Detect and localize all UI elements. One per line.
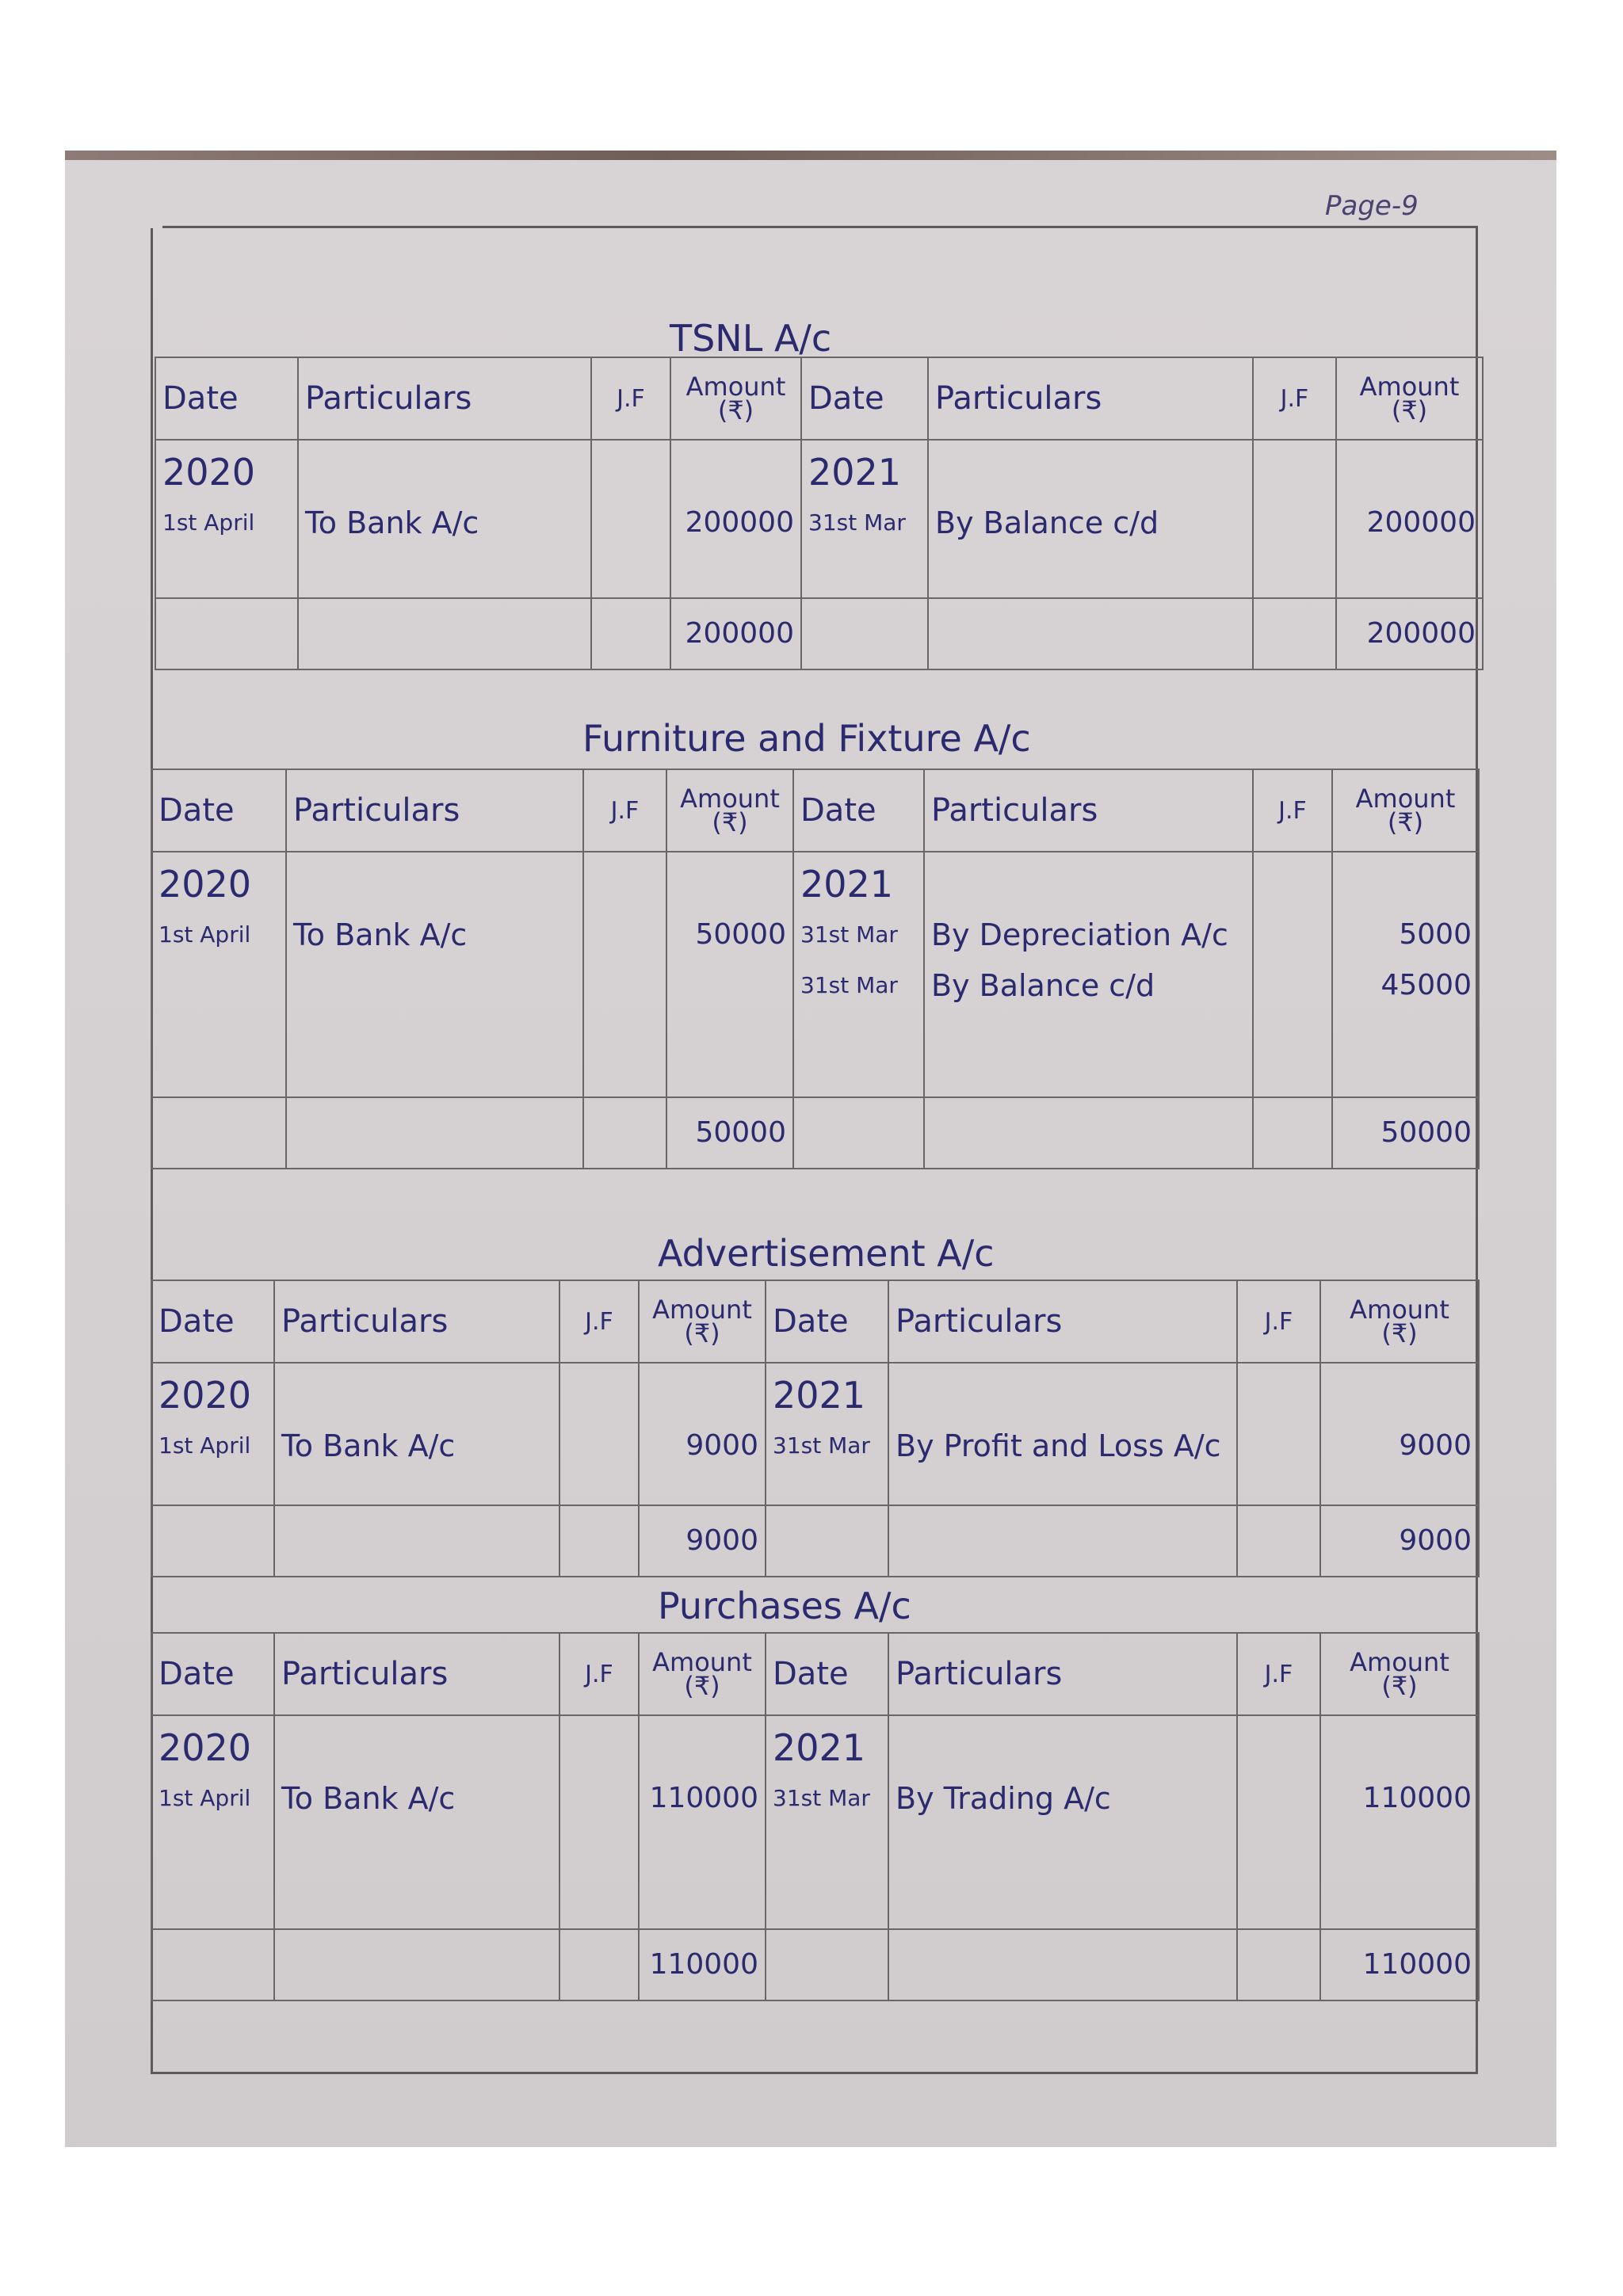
debit-total-blank (155, 598, 298, 669)
amount-unit: (₹) (1387, 807, 1424, 837)
total-row (151, 1929, 1479, 2000)
ledger-header (151, 769, 1479, 852)
debit-date-cell (151, 852, 286, 1097)
particulars-header: Particulars (298, 357, 591, 440)
particulars-header: Particulars (924, 769, 1253, 852)
debit-year: 2020 (158, 1374, 252, 1417)
credit-date-cell (801, 440, 928, 598)
debit-entry-amount: 200000 (685, 506, 794, 539)
ledger-body (151, 1363, 1479, 1577)
debit-date-cell (151, 1715, 274, 1929)
amount-unit: (₹) (684, 1671, 720, 1701)
credit-entry-date: 31st Mar (773, 1785, 870, 1811)
jf-header: J.F (591, 357, 670, 440)
year-spacer (935, 447, 1246, 498)
credit-particulars-cell (928, 440, 1253, 598)
amount-label: Amount (652, 1295, 752, 1325)
year-spacer (293, 859, 576, 910)
credit-total-blank (888, 1505, 1237, 1577)
debit-entry-date: 1st April (158, 921, 251, 948)
ledger-body (151, 1715, 1479, 2000)
ledger-title: Purchases A/c (658, 1585, 911, 1627)
debit-total-blank (286, 1097, 583, 1169)
total-row (151, 1505, 1479, 1577)
credit-total-blank (1253, 1097, 1332, 1169)
year-spacer (896, 1370, 1230, 1421)
year-spacer (1327, 1722, 1472, 1773)
year-spacer (281, 1722, 552, 1773)
debit-particulars-cell (286, 852, 583, 1097)
date-header: Date (155, 357, 298, 440)
credit-entry-particulars: By Profit and Loss A/c (896, 1428, 1221, 1463)
debit-entry-particulars: To Bank A/c (293, 917, 468, 952)
amount-unit: (₹) (684, 1318, 720, 1348)
amount-label: Amount (1350, 1295, 1449, 1325)
ledger-table (151, 1632, 1480, 2001)
credit-entry-date: 31st Mar (800, 921, 898, 948)
credit-entry-particulars: By Trading A/c (896, 1781, 1111, 1816)
page-top-border (162, 226, 1478, 228)
credit-year: 2021 (808, 451, 902, 494)
amount-header (639, 1280, 766, 1363)
ledger-header (151, 1280, 1479, 1363)
credit-jf-cell (1253, 852, 1332, 1097)
particulars-header: Particulars (888, 1633, 1237, 1715)
year-spacer (896, 1722, 1230, 1773)
credit-amount-cell (1336, 440, 1483, 598)
credit-jf-cell (1237, 1715, 1320, 1929)
debit-entry-amount: 110000 (649, 1782, 758, 1814)
jf-header: J.F (1237, 1633, 1320, 1715)
year-spacer (678, 447, 794, 498)
page-bottom-border (151, 2072, 1478, 2074)
credit-date-cell (766, 1715, 888, 1929)
credit-total-amount: 200000 (1336, 598, 1483, 669)
ledger-body (155, 440, 1483, 669)
credit-entry-amount: 45000 (1381, 969, 1472, 1001)
debit-year: 2020 (158, 1726, 252, 1769)
year-spacer (281, 1370, 552, 1421)
total-row (151, 1097, 1479, 1169)
amount-label: Amount (1355, 784, 1456, 814)
credit-total-blank (888, 1929, 1237, 2000)
debit-total-blank (591, 598, 670, 669)
year-spacer (646, 1722, 758, 1773)
credit-total-blank (793, 1097, 924, 1169)
credit-year: 2021 (773, 1726, 866, 1769)
year-spacer (305, 447, 584, 498)
jf-header: J.F (559, 1280, 639, 1363)
photo-top-edge (65, 151, 1556, 160)
date-header: Date (801, 357, 928, 440)
credit-year: 2021 (773, 1374, 866, 1417)
debit-entry-particulars: To Bank A/c (305, 505, 479, 540)
debit-total-blank (274, 1505, 559, 1577)
entry-row (151, 852, 1479, 1097)
credit-jf-cell (1237, 1363, 1320, 1505)
credit-total-blank (766, 1505, 888, 1577)
header-row (155, 357, 1483, 440)
amount-header (670, 357, 801, 440)
year-spacer (931, 859, 1246, 910)
credit-total-blank (1237, 1929, 1320, 2000)
year-spacer (646, 1370, 758, 1421)
credit-particulars-cell (888, 1363, 1237, 1505)
credit-entry-amount: 9000 (1399, 1429, 1472, 1462)
date-header: Date (766, 1633, 888, 1715)
ledger-table (155, 357, 1484, 670)
entry-row (151, 1363, 1479, 1505)
debit-year: 2020 (158, 863, 252, 906)
ledger-title: TSNL A/c (670, 317, 832, 360)
particulars-header: Particulars (928, 357, 1253, 440)
credit-entry-particulars: By Balance c/d (931, 968, 1155, 1003)
amount-header (639, 1633, 766, 1715)
amount-label: Amount (652, 1647, 752, 1677)
credit-total-blank (1237, 1505, 1320, 1577)
jf-header: J.F (1253, 769, 1332, 852)
credit-jf-cell (1253, 440, 1336, 598)
credit-amount-cell (1320, 1715, 1479, 1929)
debit-year: 2020 (162, 451, 256, 494)
amount-unit: (₹) (1381, 1318, 1418, 1348)
amount-label: Amount (685, 372, 786, 402)
credit-entry-date: 31st Mar (800, 972, 898, 998)
credit-entry-date: 31st Mar (773, 1432, 870, 1459)
amount-header (1320, 1633, 1479, 1715)
credit-total-amount: 50000 (1332, 1097, 1479, 1169)
credit-entry-amount: 200000 (1366, 506, 1476, 539)
particulars-header: Particulars (274, 1280, 559, 1363)
date-header: Date (151, 1280, 274, 1363)
debit-date-cell (151, 1363, 274, 1505)
debit-amount-cell (639, 1715, 766, 1929)
credit-total-blank (924, 1097, 1253, 1169)
total-row (155, 598, 1483, 669)
particulars-header: Particulars (888, 1280, 1237, 1363)
credit-amount-cell (1320, 1363, 1479, 1505)
credit-total-blank (928, 598, 1253, 669)
debit-total-blank (151, 1929, 274, 2000)
year-spacer (1339, 859, 1472, 910)
page-number: Page-9 (1325, 190, 1419, 222)
debit-total-amount: 110000 (639, 1929, 766, 2000)
debit-total-blank (298, 598, 591, 669)
credit-total-amount: 110000 (1320, 1929, 1479, 2000)
amount-unit: (₹) (1391, 395, 1428, 425)
debit-total-blank (274, 1929, 559, 2000)
ledger-header (151, 1633, 1479, 1715)
particulars-header: Particulars (286, 769, 583, 852)
entry-row (151, 1715, 1479, 1929)
entry-row (155, 440, 1483, 598)
debit-total-blank (151, 1097, 286, 1169)
debit-date-cell (155, 440, 298, 598)
credit-total-blank (1253, 598, 1336, 669)
debit-jf-cell (591, 440, 670, 598)
amount-unit: (₹) (717, 395, 754, 425)
debit-total-blank (583, 1097, 666, 1169)
header-row (151, 769, 1479, 852)
debit-total-amount: 200000 (670, 598, 801, 669)
debit-entry-amount: 50000 (695, 918, 786, 951)
credit-entry-particulars: By Depreciation A/c (931, 917, 1228, 952)
credit-date-cell (766, 1363, 888, 1505)
debit-jf-cell (583, 852, 666, 1097)
credit-total-blank (766, 1929, 888, 2000)
debit-jf-cell (559, 1715, 639, 1929)
amount-label: Amount (1350, 1647, 1449, 1677)
credit-total-blank (801, 598, 928, 669)
debit-entry-amount: 9000 (685, 1429, 758, 1462)
debit-total-amount: 9000 (639, 1505, 766, 1577)
particulars-header: Particulars (274, 1633, 559, 1715)
debit-amount-cell (666, 852, 793, 1097)
jf-header: J.F (1253, 357, 1336, 440)
header-row (151, 1633, 1479, 1715)
credit-entry-date: 31st Mar (808, 509, 906, 536)
ledger-table (151, 769, 1480, 1169)
year-spacer (1327, 1370, 1472, 1421)
amount-unit: (₹) (1381, 1671, 1418, 1701)
jf-header: J.F (1237, 1280, 1320, 1363)
ledger-body (151, 852, 1479, 1169)
debit-entry-date: 1st April (162, 509, 255, 536)
date-header: Date (793, 769, 924, 852)
debit-particulars-cell (274, 1363, 559, 1505)
credit-entry-particulars: By Balance c/d (935, 505, 1159, 540)
year-spacer (1343, 447, 1476, 498)
amount-label: Amount (680, 784, 780, 814)
credit-entry-amount: 5000 (1399, 918, 1472, 951)
debit-total-amount: 50000 (666, 1097, 793, 1169)
credit-particulars-cell (888, 1715, 1237, 1929)
credit-date-cell (793, 852, 924, 1097)
debit-total-blank (559, 1929, 639, 2000)
debit-particulars-cell (298, 440, 591, 598)
credit-year: 2021 (800, 863, 894, 906)
date-header: Date (151, 1633, 274, 1715)
ledger-title: Advertisement A/c (658, 1232, 995, 1275)
jf-header: J.F (559, 1633, 639, 1715)
year-spacer (674, 859, 786, 910)
debit-amount-cell (670, 440, 801, 598)
amount-unit: (₹) (712, 807, 748, 837)
debit-amount-cell (639, 1363, 766, 1505)
header-row (151, 1280, 1479, 1363)
credit-particulars-cell (924, 852, 1253, 1097)
credit-entry-amount: 110000 (1362, 1782, 1472, 1814)
amount-header (1332, 769, 1479, 852)
debit-entry-date: 1st April (158, 1432, 251, 1459)
credit-total-amount: 9000 (1320, 1505, 1479, 1577)
debit-jf-cell (559, 1363, 639, 1505)
ledger-table (151, 1280, 1480, 1577)
debit-entry-date: 1st April (158, 1785, 251, 1811)
date-header: Date (151, 769, 286, 852)
jf-header: J.F (583, 769, 666, 852)
amount-header (666, 769, 793, 852)
amount-header (1320, 1280, 1479, 1363)
ledger-header (155, 357, 1483, 440)
amount-label: Amount (1359, 372, 1460, 402)
debit-particulars-cell (274, 1715, 559, 1929)
amount-header (1336, 357, 1483, 440)
debit-total-blank (151, 1505, 274, 1577)
debit-entry-particulars: To Bank A/c (281, 1781, 456, 1816)
credit-amount-cell (1332, 852, 1479, 1097)
date-header: Date (766, 1280, 888, 1363)
debit-total-blank (559, 1505, 639, 1577)
debit-entry-particulars: To Bank A/c (281, 1428, 456, 1463)
ledger-title: Furniture and Fixture A/c (582, 717, 1031, 760)
